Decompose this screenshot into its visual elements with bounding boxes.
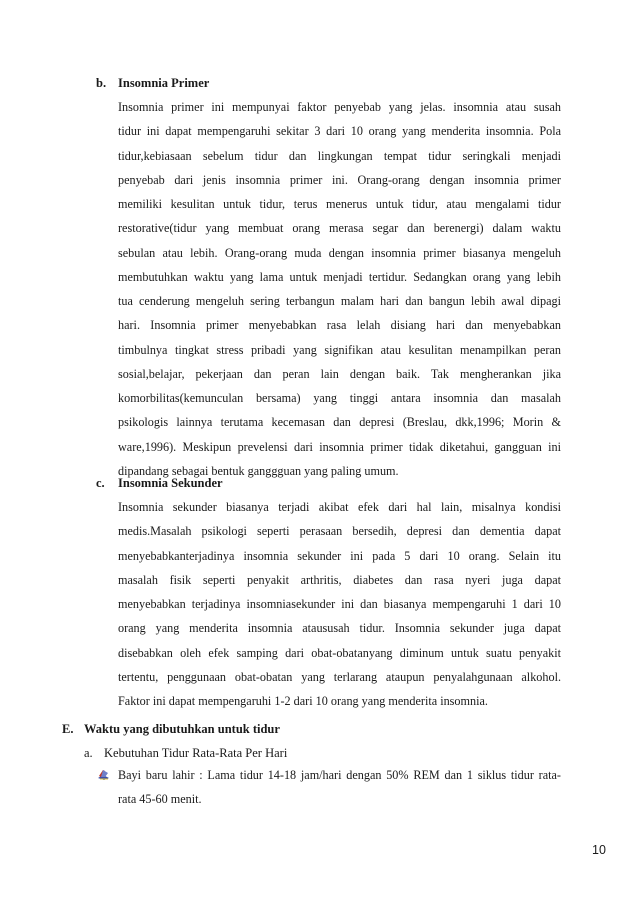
text-line: tertentu, penggunaan obat-obatan yang terlarang ataupun penyalahgunaan alkohol. — [118, 669, 561, 684]
text-line: dipandang sebagai bentuk ganggguan yang paling umum. — [118, 463, 399, 478]
text-line: Faktor ini dapat mempengaruhi 1-2 dari 10 orang yang menderita insomnia. — [118, 694, 488, 708]
section-e-sub-title: Kebutuhan Tidur Rata-Rata Per Hari — [104, 746, 288, 760]
text-line: menyebabkan terjadinya insomniasekunder ini dan biasanya mempengaruhi 1 dari 10 — [118, 597, 561, 611]
section-e-title: Waktu yang dibutuhkan untuk tidur — [84, 722, 280, 736]
text-line: medis.Masalah psikologi seperti perasaan bersedih, depresi dan dementia dapat — [118, 524, 561, 539]
text-line: penyebab dari jenis insomnia primer ini. Orang-orang dengan insomnia primer — [118, 172, 561, 187]
text-line: komorbilitas(kemunculan bersama) yang tinggi antara insomnia dan masalah — [118, 391, 561, 405]
text-line: sebulan atau lebih. Orang-orang muda dengan insomnia primer biasanya mengeluh — [118, 245, 561, 260]
section-c-marker: c. — [96, 476, 105, 490]
bullet-item-newborn — [118, 763, 561, 812]
page-number: 10 — [592, 843, 606, 857]
section-b-title: Insomnia Primer — [118, 76, 210, 90]
section-c-body — [118, 495, 561, 713]
text-line: menyebabkanterjadinya insomnia sekunder ini pada 5 dari 10 orang. Selain itu — [118, 548, 561, 563]
section-e-marker: E. — [62, 722, 74, 736]
text-line: Insomnia primer ini mempunyai faktor penyebab yang jelas. insomnia atau susah — [118, 100, 561, 114]
text-line: Insomnia sekunder biasanya terjadi akibat efek dari hal lain, misalnya kondisi — [118, 500, 561, 514]
text-line: tidur ini dapat mempengaruhi sekitar 3 dari 10 orang yang menderita insomnia. Pola — [118, 124, 561, 139]
text-line: membutuhkan waktu yang lama untuk menjadi tertidur. Sedangkan orang yang lebih — [118, 269, 561, 284]
text-line: rata 45-60 menit. — [118, 792, 202, 807]
text-line: masalah fisik seperti penyakit arthritis, diabetes dan rasa nyeri juga dapat — [118, 572, 561, 587]
book-bullet-icon — [97, 768, 110, 781]
text-line: hari. Insomnia primer menyebabkan rasa lelah disiang hari dan menyebabkan — [118, 318, 561, 333]
section-b-body — [118, 95, 561, 483]
text-line: sosial,belajar, pekerjaan dan peran lain dengan baik. Tak mengherankan jika — [118, 366, 561, 381]
text-line: restorative(tidur yang membuat orang merasa segar dan berenergi) dalam waktu — [118, 221, 561, 236]
section-e-sub-marker: a. — [84, 746, 93, 760]
text-line: orang yang menderita insomnia ataususah tidur. Insomnia sekunder juga dapat — [118, 621, 561, 636]
section-b-marker: b. — [96, 76, 107, 90]
text-line: timbulnya tingkat stress pribadi yang signifikan atau kesulitan menampilkan peran — [118, 342, 561, 357]
text-line: ware,1996). Meskipun prevelensi dari insomnia primer tidak diketahui, gangguan ini — [118, 439, 561, 454]
text-line: psikologis lainnya terutama kecemasan dan depresi (Breslau, dkk,1996; Morin & — [118, 415, 561, 430]
section-c-title: Insomnia Sekunder — [118, 476, 223, 490]
text-line: memiliki kesulitan untuk tidur, terus menerus untuk tidur, atau mengalami tidur — [118, 197, 561, 211]
text-line: Bayi baru lahir : Lama tidur 14-18 jam/hari dengan 50% REM dan 1 siklus tidur rata- — [118, 768, 561, 782]
text-line: tidur,kebiasaan sebelum tidur dan lingkungan tempat tidur seringkali menjadi — [118, 148, 561, 163]
text-line: tua cenderung mengeluh sering terbangun malam hari dan bangun lebih awal dipagi — [118, 294, 561, 308]
text-line: disebabkan oleh efek samping dari obat-obatanyang diminum untuk suatu penyakit — [118, 645, 561, 660]
